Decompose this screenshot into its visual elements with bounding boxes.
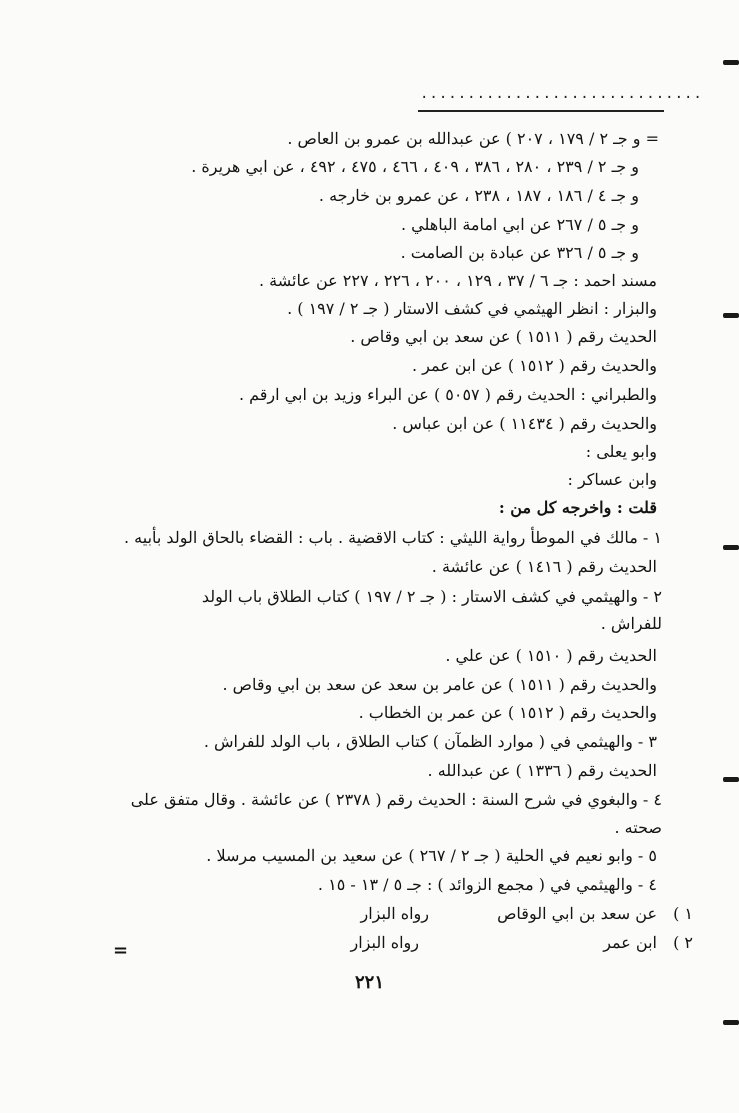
text-line: = و جـ ٢ / ١٧٩ ، ٢٠٧ ) عن عبدالله بن عمرو بن العاص . xyxy=(287,129,659,148)
text-line: صحته . xyxy=(614,818,662,837)
page-number: ٢٢١ xyxy=(354,972,384,993)
text-line: والطبراني : الحديث رقم ( ٥٠٥٧ ) عن البراء وزيد بن ابي ارقم . xyxy=(238,385,657,404)
text-line: مسند احمد : جـ ٦ / ٣٧ ، ١٢٩ ، ٢٠٠ ، ٢٢٦ ، ٢٢٧ عن عائشة . xyxy=(258,271,657,290)
header-dots: .............................. xyxy=(420,86,703,102)
text-line: و جـ ٤ / ١٨٦ ، ١٨٧ ، ٢٣٨ ، عن عمرو بن خارجه . xyxy=(318,186,639,205)
text-line: والحديث رقم ( ١١٤٣٤ ) عن ابن عباس . xyxy=(392,414,657,433)
text-line: ٥ - وابو نعيم في الحلية ( جـ ٢ / ٢٦٧ ) عن سعيد بن المسيب مرسلا . xyxy=(206,846,657,865)
text-line: الحديث رقم ( ١٤١٦ ) عن عائشة . xyxy=(431,557,657,576)
text-line: الحديث رقم ( ١٥١٠ ) عن علي . xyxy=(445,646,657,665)
reference-source: رواه البزار xyxy=(360,904,429,923)
scan-edge-mark xyxy=(723,777,739,782)
text-line: الحديث رقم ( ١٥١١ ) عن سعد بن ابي وقاص . xyxy=(350,327,657,346)
text-line: ٤ - والبغوي في شرح السنة : الحديث رقم ( ٢٣٧٨ ) عن عائشة . وقال متفق على xyxy=(130,790,662,809)
text-line: و جـ ٢ / ٢٣٩ ، ٢٨٠ ، ٣٨٦ ، ٤٠٩ ، ٤٦٦ ، ٤٧٥ ، ٤٩٢ ، عن ابي هريرة . xyxy=(191,157,639,176)
text-line: وابن عساكر : xyxy=(567,470,657,489)
scan-edge-mark xyxy=(723,313,739,318)
text-line: للفراش . xyxy=(600,614,662,633)
text-line: والبزار : انظر الهيثمي في كشف الاستار ( جـ ٢ / ١٩٧ ) . xyxy=(287,299,657,318)
reference-source: رواه البزار xyxy=(350,933,419,952)
section-heading: قلت : واخرجه كل من : xyxy=(498,498,657,517)
scan-edge-mark xyxy=(723,1020,739,1025)
continuation-mark: = xyxy=(113,940,129,961)
reference-number: ٢ ) xyxy=(673,933,693,952)
reference-number: ١ ) xyxy=(673,904,693,923)
text-line: و جـ ٥ / ٣٢٦ عن عبادة بن الصامت . xyxy=(400,243,639,262)
text-line: ١ - مالك في الموطأ رواية الليثي : كتاب الاقضية . باب : القضاء بالحاق الولد بأبيه . xyxy=(123,528,662,547)
text-line: والحديث رقم ( ١٥١٢ ) عن عمر بن الخطاب . xyxy=(358,703,657,722)
reference-name: ابن عمر xyxy=(603,933,657,952)
text-line: والحديث رقم ( ١٥١٢ ) عن ابن عمر . xyxy=(411,356,657,375)
text-line: ٢ - والهيثمي في كشف الاستار : ( جـ ٢ / ١٩٧ ) كتاب الطلاق باب الولد xyxy=(201,587,662,606)
text-line: وابو يعلى : xyxy=(585,442,657,461)
text-line: والحديث رقم ( ١٥١١ ) عن عامر بن سعد عن سعد بن ابي وقاص . xyxy=(222,675,657,694)
text-line: ٤ - والهيثمي في ( مجمع الزوائد ) : جـ ٥ / ١٣ - ١٥ . xyxy=(317,875,657,894)
text-line: و جـ ٥ / ٢٦٧ عن ابي امامة الباهلي . xyxy=(400,215,639,234)
reference-name: عن سعد بن ابي الوقاص xyxy=(497,904,657,923)
text-line: الحديث رقم ( ١٣٣٦ ) عن عبدالله . xyxy=(427,761,657,780)
scan-edge-mark xyxy=(723,60,739,65)
text-line: ٣ - والهيثمي في ( موارد الظمآن ) كتاب الطلاق ، باب الولد للفراش . xyxy=(203,732,657,751)
scan-edge-mark xyxy=(723,545,739,550)
header-rule xyxy=(418,110,664,112)
